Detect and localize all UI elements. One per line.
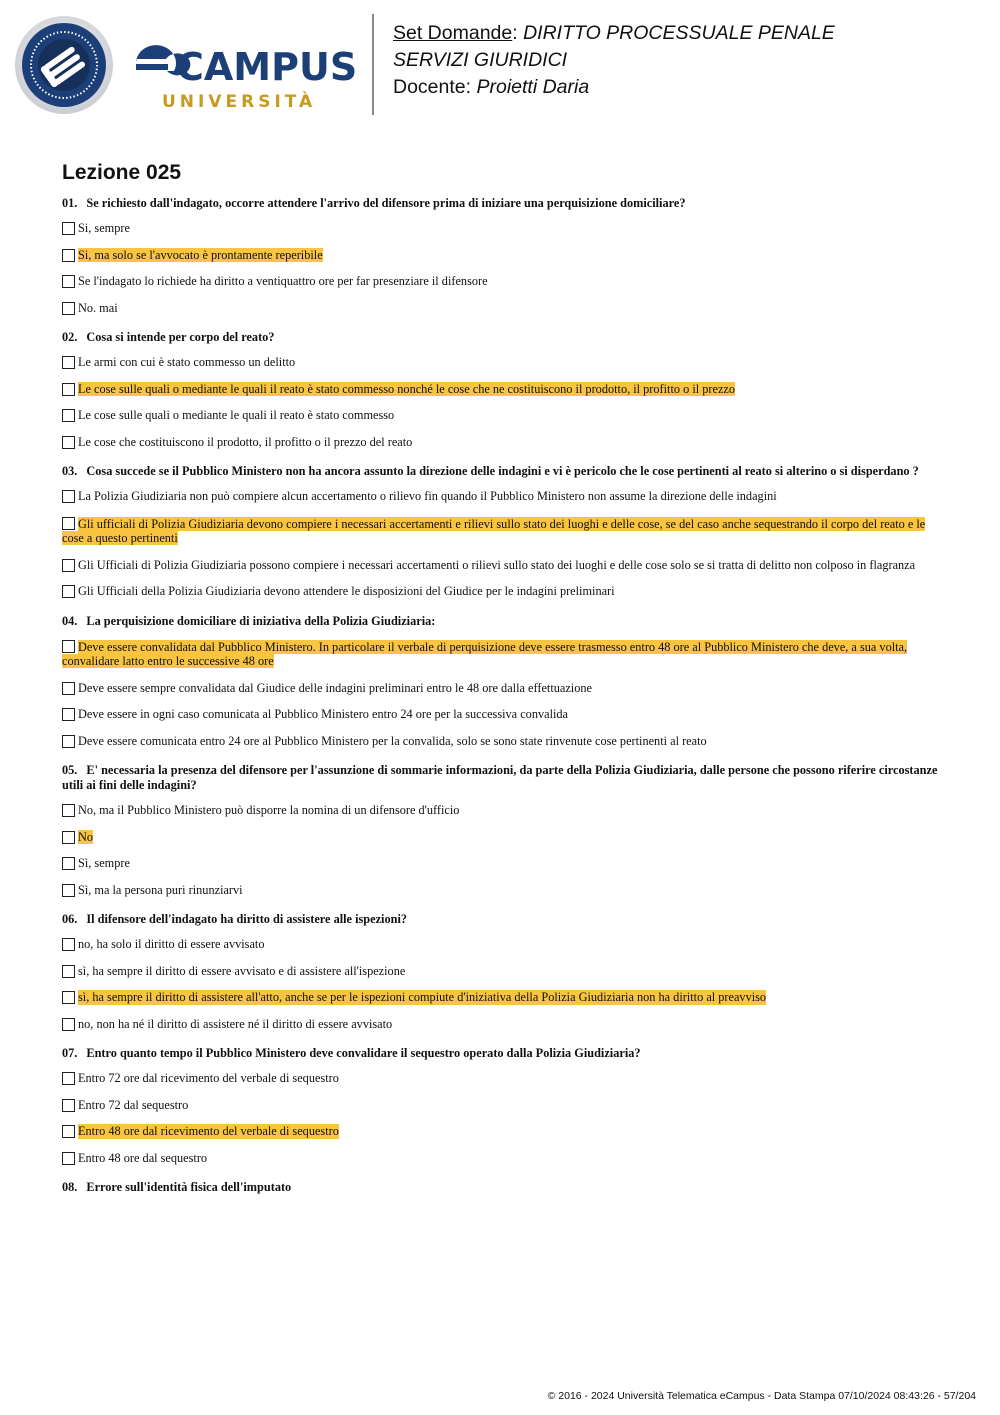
lesson-title: Lezione 025 [62, 161, 182, 184]
question-number: 02. [62, 330, 78, 344]
answer-checkbox[interactable] [62, 1125, 75, 1138]
question-1 [62, 196, 940, 315]
answer-option-correct[interactable] [62, 830, 940, 845]
answer-checkbox[interactable] [62, 436, 75, 449]
answer-option[interactable] [62, 221, 940, 236]
question-text [62, 1180, 940, 1195]
answer-text: Si, sempre [78, 221, 130, 235]
answer-text: Deve essere sempre convalidata dal Giudice delle indagini preliminari entro le 48 ore dalla effettuazione [78, 680, 592, 695]
question-4 [62, 614, 940, 749]
answer-checkbox[interactable] [62, 559, 75, 572]
question-2 [62, 330, 940, 449]
course-line-1: Set Domande: DIRITTO PROCESSUALE PENALE [393, 22, 835, 44]
set-label: Set Domande [393, 22, 513, 44]
answer-text: La Polizia Giudiziaria non può compiere alcun accertamento o rilievo fin quando il Pubblico Ministero non assume la direzione delle indagini [78, 489, 777, 503]
answer-text: Se l'indagato lo richiede ha diritto a ventiquattro ore per far presenziare il difensore [78, 274, 488, 288]
answer-option[interactable] [62, 707, 940, 722]
answer-option-correct[interactable] [62, 248, 940, 263]
question-number: 04. [62, 613, 78, 628]
answer-text: No, ma il Pubblico Ministero può disporre la nomina di un difensore d'ufficio [78, 803, 460, 817]
question-text [62, 330, 940, 345]
answer-text: Sì, ma la persona puri rinunziarvi [78, 882, 243, 897]
answer-text: Deve essere in ogni caso comunicata al Pubblico Ministero entro 24 ore per la successiva convalida [78, 707, 569, 721]
answer-text: no, ha solo il diritto di essere avvisato [78, 937, 265, 951]
answer-checkbox[interactable] [62, 682, 75, 695]
header-divider [372, 14, 374, 115]
answer-checkbox[interactable] [62, 1099, 75, 1112]
question-number: 06. [62, 912, 78, 926]
course-info [393, 20, 835, 101]
question-number: 08. [62, 1180, 78, 1194]
logo-sub-text: UNIVERSITÀ [162, 92, 317, 112]
answer-option-correct[interactable] [62, 1124, 940, 1139]
answer-option-correct[interactable] [62, 382, 940, 397]
answer-text: Gli ufficiali di Polizia Giudiziaria devono compiere i necessari accertamenti e rilievi sullo stato dei luoghi e delle cose, se del caso anche sequestrando il corpo del reato e le cose a questo pertinenti [62, 516, 926, 545]
answer-option[interactable] [62, 803, 940, 818]
answer-option[interactable] [62, 1151, 940, 1166]
question-6 [62, 912, 940, 1031]
question-text [62, 763, 940, 793]
answer-checkbox[interactable] [62, 490, 75, 503]
answer-text: Le cose che costituiscono il prodotto, il profitto o il prezzo del reato [78, 434, 413, 449]
page-header [0, 0, 1000, 130]
answer-text: Deve essere comunicata entro 24 ore al Pubblico Ministero per la convalida, solo se sono state rinvenute cose pertinenti al reato [78, 733, 707, 748]
question-prompt: Cosa succede se il Pubblico Ministero non ha ancora assunto la direzione delle indagini e vi è pericolo che le cose pertinenti al reato si alterino o si disperdano ? [86, 464, 919, 478]
answer-option[interactable] [62, 489, 940, 504]
answer-checkbox[interactable] [62, 991, 75, 1004]
answer-option[interactable] [62, 1017, 940, 1032]
answer-option[interactable] [62, 584, 940, 599]
answer-option[interactable] [62, 964, 940, 979]
logo-brand-text: CAMPUS [176, 45, 358, 89]
answer-text: Entro 72 ore dal ricevimento del verbale di sequestro [78, 1071, 339, 1085]
answer-text: Gli Ufficiali di Polizia Giudiziaria possono compiere i necessari accertamenti o rilievi sullo stato dei luoghi e delle cose solo se si tratta di delitto non colposo in flagranza [78, 557, 916, 572]
question-7 [62, 1046, 940, 1165]
answer-option-correct[interactable] [62, 639, 940, 669]
question-text [62, 196, 940, 211]
answer-option[interactable] [62, 558, 940, 573]
answer-text: Entro 48 ore dal ricevimento del verbale di sequestro [78, 1124, 339, 1138]
answer-text: Le cose sulle quali o mediante le quali il reato è stato commesso [78, 408, 395, 422]
question-number: 03. [62, 464, 78, 478]
answer-checkbox[interactable] [62, 857, 75, 870]
answer-text: Deve essere convalidata dal Pubblico Ministero. In particolare il verbale di perquisizione deve essere trasmesso entro 48 ore al Pubblico Ministero che deve, a sua volta, convalidare latto entro le successive 48 ore [62, 639, 908, 668]
teacher-name: Proietti Daria [476, 76, 590, 98]
question-5 [62, 763, 940, 897]
question-list [62, 196, 940, 1210]
answer-option-correct[interactable] [62, 990, 940, 1005]
answer-checkbox[interactable] [62, 585, 75, 598]
answer-checkbox[interactable] [62, 640, 75, 653]
answer-text: Le cose sulle quali o mediante le quali il reato è stato commesso nonché le cose che ne costituiscono il prodotto, il profitto o il prezzo [78, 381, 736, 396]
answer-checkbox[interactable] [62, 222, 75, 235]
answer-text: no, non ha né il diritto di assistere né il diritto di essere avvisato [78, 1016, 393, 1031]
answer-option[interactable] [62, 435, 940, 450]
answer-checkbox[interactable] [62, 938, 75, 951]
answer-checkbox[interactable] [62, 302, 75, 315]
answer-text: Si, ma solo se l'avvocato è prontamente reperibile [78, 247, 323, 262]
answer-checkbox[interactable] [62, 275, 75, 288]
question-8 [62, 1180, 940, 1195]
question-prompt: Se richiesto dall'indagato, occorre attendere l'arrivo del difensore prima di iniziare una perquisizione domiciliare? [86, 196, 686, 210]
answer-checkbox[interactable] [62, 1152, 75, 1165]
question-number: 01. [62, 196, 78, 210]
answer-checkbox[interactable] [62, 383, 75, 396]
answer-text: Gli Ufficiali della Polizia Giudiziaria devono attendere le disposizioni del Giudice per le indagini preliminari [78, 584, 615, 598]
teacher-label: Docente [393, 76, 466, 98]
answer-checkbox[interactable] [62, 831, 75, 844]
question-prompt: Entro quanto tempo il Pubblico Ministero deve convalidare il sequestro operato dalla Polizia Giudiziaria? [86, 1046, 641, 1060]
question-prompt: Errore sull'identità fisica dell'imputato [86, 1180, 292, 1194]
answer-option[interactable] [62, 355, 940, 370]
course-name: DIRITTO PROCESSUALE PENALE [523, 22, 835, 44]
answer-option[interactable] [62, 681, 940, 696]
answer-option[interactable] [62, 883, 940, 898]
answer-checkbox[interactable] [62, 356, 75, 369]
answer-checkbox[interactable] [62, 708, 75, 721]
answer-option[interactable] [62, 1098, 940, 1113]
page-footer: © 2016 - 2024 Università Telematica eCampus - Data Stampa 07/10/2024 08:43:26 - 57/204 [547, 1390, 976, 1402]
answer-checkbox[interactable] [62, 1018, 75, 1031]
question-3 [62, 464, 940, 599]
question-number: 05. [62, 763, 78, 777]
answer-text: sì, ha sempre il diritto di essere avvisato e di assistere all'ispezione [78, 963, 406, 978]
answer-text: No. mai [78, 300, 118, 315]
answer-option[interactable] [62, 856, 940, 871]
question-prompt: E' necessaria la presenza del difensore per l'assunzione di sommarie informazioni, da parte della Polizia Giudiziaria, dalle persone che possono riferire circostanze utili ai fini delle indagini? [62, 763, 938, 792]
answer-text: Sì, sempre [78, 856, 130, 870]
teacher-line: Docente: Proietti Daria [393, 76, 590, 98]
answer-checkbox[interactable] [62, 884, 75, 897]
answer-text: Entro 48 ore dal sequestro [78, 1150, 208, 1165]
answer-checkbox[interactable] [62, 735, 75, 748]
answer-checkbox[interactable] [62, 517, 75, 530]
answer-option[interactable] [62, 274, 940, 289]
answer-text: Entro 72 dal sequestro [78, 1097, 189, 1112]
answer-text: Le armi con cui è stato commesso un delitto [78, 355, 296, 369]
question-text [62, 912, 940, 927]
question-text [62, 464, 940, 479]
answer-checkbox[interactable] [62, 804, 75, 817]
answer-option[interactable] [62, 937, 940, 952]
answer-checkbox[interactable] [62, 965, 75, 978]
answer-option[interactable] [62, 734, 940, 749]
answer-checkbox[interactable] [62, 1072, 75, 1085]
answer-option[interactable] [62, 408, 940, 423]
answer-option[interactable] [62, 1071, 940, 1086]
answer-option-correct[interactable] [62, 516, 940, 546]
question-text [62, 614, 940, 629]
question-text [62, 1046, 940, 1061]
answer-checkbox[interactable] [62, 249, 75, 262]
course-line-2: SERVIZI GIURIDICI [393, 49, 568, 71]
question-prompt: La perquisizione domiciliare di iniziativa della Polizia Giudiziaria: [86, 613, 436, 628]
answer-option[interactable] [62, 301, 940, 316]
question-number: 07. [62, 1046, 78, 1060]
answer-checkbox[interactable] [62, 409, 75, 422]
answer-text: sì, ha sempre il diritto di assistere all'atto, anche se per le ispezioni compiute d'iniziativa della Polizia Giudiziaria non ha diritto al preavviso [78, 990, 767, 1004]
question-prompt: Cosa si intende per corpo del reato? [86, 330, 275, 344]
ecampus-logo [14, 14, 359, 116]
question-prompt: Il difensore dell'indagato ha diritto di assistere alle ispezioni? [86, 912, 408, 926]
answer-text: No [78, 829, 94, 844]
